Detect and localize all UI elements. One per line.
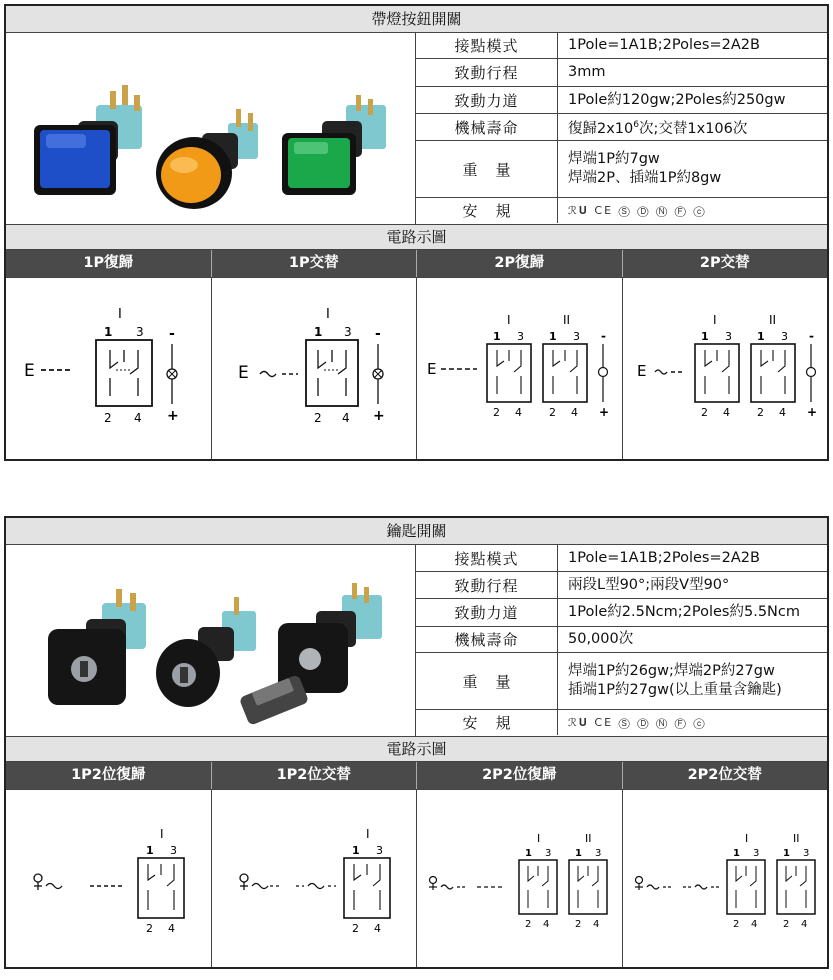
pole-label: I: [118, 307, 122, 322]
circuit-diagram-title: 電路示圖: [6, 225, 827, 250]
pole-label: II: [585, 832, 592, 845]
spec-row: [416, 627, 827, 653]
terminal-label: 3: [752, 848, 759, 859]
terminal-label: 1: [313, 325, 322, 339]
terminal-label: 3: [595, 848, 602, 859]
spec-label: 接點模式: [416, 545, 558, 571]
pole-label: II: [563, 313, 571, 327]
round-key-switch-image: [156, 597, 256, 707]
blue-pushbutton-image: [34, 85, 142, 195]
pole-label: I: [365, 827, 370, 841]
terminal-label: 4: [515, 406, 522, 419]
illuminated-pushbutton-section: [4, 4, 829, 461]
spec-label: 致動力道: [416, 87, 558, 113]
section-title: 帶燈按鈕開關: [6, 6, 827, 33]
terminal-label: 2: [782, 919, 789, 930]
terminal-label: 3: [545, 848, 552, 859]
terminal-label: 3: [136, 325, 144, 339]
terminal-label: 2: [756, 406, 764, 419]
product-photo: [6, 33, 416, 224]
terminal-label: 3: [802, 848, 809, 859]
spec-label: 機械壽命: [416, 114, 558, 140]
spec-value: 焊端1P約7gw 焊端2P、插端1P約8gw: [568, 151, 722, 186]
plus-label: +: [372, 408, 385, 424]
spec-value: [558, 198, 827, 223]
spec-label: 致動力道: [416, 599, 558, 626]
spec-label: 接點模式: [416, 33, 558, 58]
terminal-label: 4: [800, 919, 807, 930]
circuit-diagram-title: 電路示圖: [6, 737, 827, 762]
plus-label: +: [167, 408, 179, 424]
certification-marks: ℛ𝐔 CE Ⓢ Ⓓ Ⓝ Ⓕ ⓒ: [568, 716, 707, 729]
square-key-switch-image: [48, 589, 146, 705]
key-symbol-icon: [429, 877, 505, 891]
spec-row: [416, 710, 827, 735]
e-label: E: [237, 363, 249, 383]
terminal-label: 1: [525, 848, 532, 859]
spec-row: [416, 141, 827, 198]
terminal-label: 1: [732, 848, 740, 859]
spec-row: [416, 198, 827, 223]
spec-value: 3mm: [568, 64, 606, 80]
spec-value: 焊端1P約26gw;焊端2P約27gw 插端1P約27gw(以上重量含鑰匙): [568, 663, 782, 698]
pole-label: I: [507, 313, 511, 327]
section-title: 鑰匙開關: [6, 518, 827, 545]
spec-label: 重量: [416, 141, 558, 197]
minus-label: -: [601, 329, 606, 343]
column-head: 1P2位復歸: [6, 762, 212, 789]
terminal-label: 1: [146, 844, 154, 857]
plus-label: +: [806, 405, 817, 419]
terminal-label: 1: [700, 330, 709, 343]
terminal-label: 1: [549, 330, 557, 343]
e-label: E: [24, 361, 35, 381]
terminal-label: 3: [170, 844, 177, 857]
terminal-label: 2: [575, 919, 582, 930]
spec-value: 兩段L型90°;兩段V型90°: [568, 576, 730, 593]
terminal-label: 1: [575, 848, 582, 859]
spec-value: 50,000次: [568, 631, 634, 647]
circuit-1p2-momentary: [6, 790, 212, 967]
circuit-1p-alternate: [212, 278, 418, 459]
spec-row: [416, 59, 827, 87]
spec-value: 1Pole=1A1B;2Poles=2A2B: [568, 37, 760, 53]
e-label: E: [636, 362, 646, 380]
key-symbol-icon: [240, 874, 336, 890]
terminal-label: 3: [724, 330, 732, 343]
spec-row: [416, 33, 827, 59]
plus-label: +: [599, 405, 610, 419]
pole-label: I: [744, 832, 748, 845]
spec-table: [416, 33, 827, 224]
terminal-label: 2: [525, 919, 532, 930]
terminal-label: 4: [722, 406, 730, 419]
terminal-label: 1: [493, 330, 501, 343]
certification-marks: ℛ𝐔 CE Ⓢ Ⓓ Ⓝ Ⓕ ⓒ: [568, 204, 707, 217]
pole-label: I: [160, 827, 164, 841]
spec-table: [416, 545, 827, 736]
terminal-label: 4: [593, 919, 600, 930]
spec-row: [416, 599, 827, 627]
column-head: 2P交替: [623, 250, 828, 277]
terminal-label: 1: [782, 848, 790, 859]
pole-label: I: [325, 307, 330, 322]
spec-label: 重量: [416, 653, 558, 709]
spec-row: [416, 653, 827, 710]
column-head: 2P復歸: [417, 250, 623, 277]
terminal-label: 2: [146, 922, 153, 935]
terminal-label: 1: [756, 330, 765, 343]
pole-label: II: [768, 313, 776, 327]
terminal-label: 3: [375, 844, 383, 857]
minus-label: -: [374, 326, 381, 342]
pole-label: I: [712, 313, 717, 327]
terminal-label: 4: [543, 919, 550, 930]
e-label: E: [427, 360, 437, 378]
spec-row: [416, 545, 827, 572]
spec-label: 致動行程: [416, 59, 558, 86]
spec-value: 1Pole=1A1B;2Poles=2A2B: [568, 549, 760, 566]
circuit-1p2-alternate: [212, 790, 418, 967]
key-switch-section: [4, 516, 829, 969]
column-head: 1P2位交替: [212, 762, 418, 789]
column-head: 1P交替: [212, 250, 418, 277]
spec-row: [416, 87, 827, 114]
pole-label: I: [537, 832, 541, 845]
terminal-label: 2: [313, 411, 322, 425]
terminal-label: 1: [104, 325, 113, 339]
spec-label: 機械壽命: [416, 627, 558, 652]
spec-row: [416, 572, 827, 599]
circuit-2p-alternate: [623, 278, 828, 459]
key-symbol-icon: [635, 877, 719, 891]
key-switch-with-key-image: [239, 583, 382, 726]
terminal-label: 3: [780, 330, 788, 343]
terminal-label: 2: [493, 406, 500, 419]
terminal-label: 4: [341, 411, 350, 425]
circuit-2p2-momentary: [417, 790, 623, 967]
terminal-label: 4: [134, 411, 142, 425]
column-head: 2P2位復歸: [417, 762, 623, 789]
terminal-label: 4: [750, 919, 757, 930]
circuit-1p-momentary: [6, 278, 212, 459]
product-photo: [6, 545, 416, 736]
column-head: 2P2位交替: [623, 762, 828, 789]
key-symbol-icon: [34, 874, 62, 890]
spec-label: 致動行程: [416, 572, 558, 598]
terminal-label: 2: [732, 919, 739, 930]
minus-label: -: [169, 326, 175, 342]
terminal-label: 4: [778, 406, 786, 419]
spec-value: 1Pole約120gw;2Poles約250gw: [568, 91, 786, 108]
spec-value: [558, 710, 827, 735]
terminal-label: 2: [700, 406, 708, 419]
terminal-label: 4: [571, 406, 578, 419]
terminal-label: 1: [351, 844, 360, 857]
terminal-label: 4: [168, 922, 175, 935]
minus-label: -: [808, 329, 814, 343]
terminal-label: 2: [351, 922, 359, 935]
terminal-label: 3: [573, 330, 580, 343]
spec-label: 安規: [416, 710, 558, 735]
terminal-label: 3: [517, 330, 524, 343]
green-pushbutton-image: [282, 95, 386, 195]
terminal-label: 2: [104, 411, 112, 425]
spec-label: 安規: [416, 198, 558, 223]
spec-row: [416, 114, 827, 141]
pole-label: II: [792, 832, 799, 845]
spec-value: 復歸$2x10^6$次;交替1x106次: [568, 119, 748, 137]
circuit-2p2-alternate: [623, 790, 828, 967]
terminal-label: 3: [343, 325, 352, 339]
circuit-2p-momentary: [417, 278, 623, 459]
terminal-label: 4: [373, 922, 381, 935]
column-head: 1P復歸: [6, 250, 212, 277]
spec-value: 1Pole約2.5Ncm;2Poles約5.5Ncm: [568, 604, 800, 620]
amber-pushbutton-image: [156, 109, 258, 209]
terminal-label: 2: [549, 406, 556, 419]
